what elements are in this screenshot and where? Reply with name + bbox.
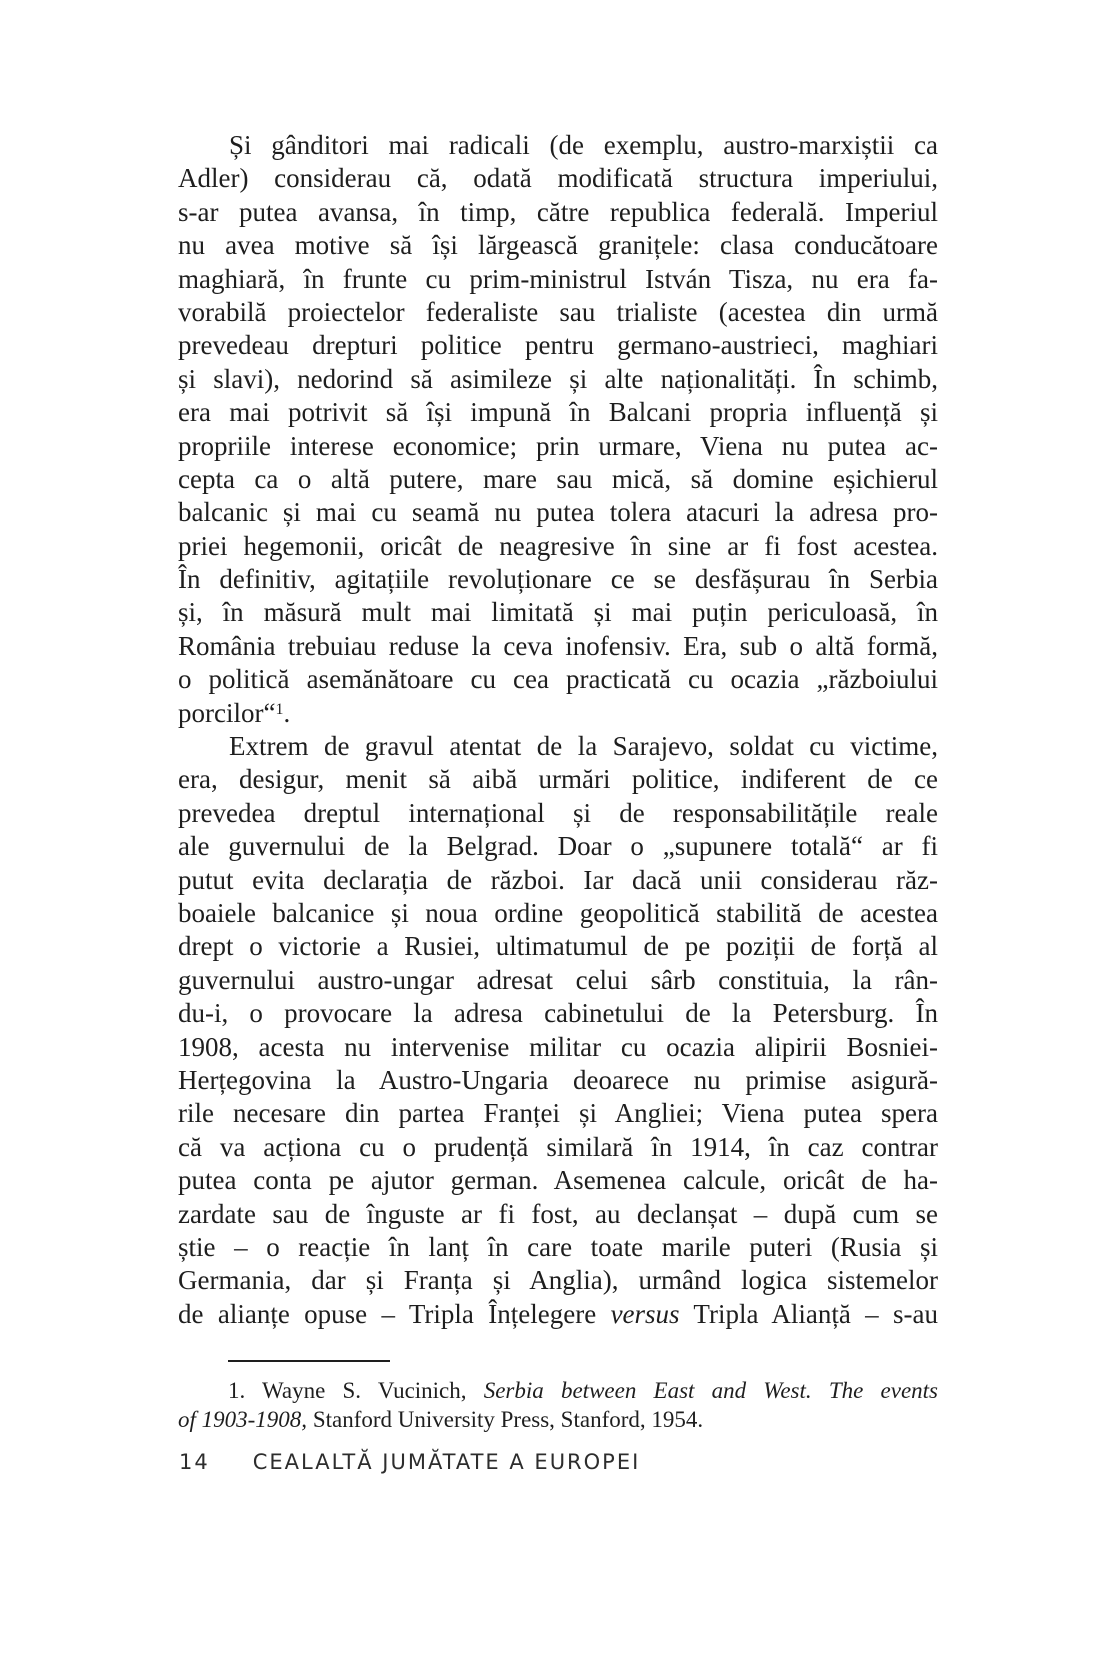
text-line: du-i, o provocare la adresa cabinetului de la Petersburg. În — [178, 998, 938, 1029]
text-line: că va acționa cu o prudență similară în 1914, în caz contrar — [178, 1131, 938, 1162]
text-line: prevedea dreptul internațional și de responsabilitățile reale — [178, 797, 938, 828]
text-line: În definitiv, agitațiile revoluționare ce se desfășurau în Serbia — [178, 564, 938, 595]
text-line: ale guvernului de la Belgrad. Doar o „supunere totală“ ar fi — [178, 831, 938, 862]
text-line: boaiele balcanice și noua ordine geopolitică stabilită de acestea — [178, 897, 938, 928]
text-line: o politică asemănătoare cu cea practicată cu ocazia „războiului — [178, 664, 938, 695]
body-text — [178, 129, 938, 1331]
text-line: priei hegemonii, oricât de neagresive în sine ar fi fost acestea. — [178, 530, 938, 561]
text-line: și slavi), nedorind să asimileze și alte naționalități. În schimb, — [178, 363, 938, 394]
text-line: 1908, acesta nu intervenise militar cu ocazia alipirii Bosniei- — [178, 1031, 938, 1062]
text-line: era mai potrivit să își impună în Balcani propria influență și — [178, 397, 938, 428]
text-line: rile necesare din partea Franței și Angliei; Viena putea spera — [178, 1098, 938, 1129]
text-line: Herțegovina la Austro-Ungaria deoarece nu primise asigură- — [178, 1064, 938, 1095]
text-line: of 1903-1908, Stanford University Press, Stanford, 1954. — [178, 1406, 704, 1432]
text-line: drept o victorie a Rusiei, ultimatumul de pe poziții de forță al — [178, 931, 938, 962]
text-line: Și gânditori mai radicali (de exemplu, austro-marxiștii ca — [229, 130, 938, 160]
text-line: era, desigur, menit să aibă urmări politice, indiferent de ce — [178, 764, 938, 795]
footnote-separator-rule — [228, 1360, 390, 1362]
text-line: cepta ca o altă putere, mare sau mică, să domine eșichierul — [178, 463, 938, 494]
text-line: vorabilă proiectelor federaliste sau trialiste (acestea din urmă — [178, 296, 938, 327]
text-line: propriile interese economice; prin urmare, Viena nu putea ac- — [178, 430, 938, 461]
text-line: de alianțe opuse – Tripla Înțelegere versus Tripla Alianță – s-au — [178, 1298, 938, 1329]
text-line: 1. Wayne S. Vucinich, Serbia between East and West. The events — [228, 1378, 938, 1404]
text-line: și, în măsură mult mai limitată și mai puțin periculoasă, în — [178, 597, 938, 628]
text-line: s-ar putea avansa, în timp, către republica federală. Imperiul — [178, 196, 938, 227]
text-line: porcilor“$^1$. — [178, 697, 291, 728]
text-line: Germania, dar și Franța și Anglia), urmând logica sistemelor — [178, 1265, 938, 1296]
text-line: nu avea motive să își lărgească granițele: clasa conducătoare — [178, 230, 938, 261]
text-block — [178, 129, 938, 1434]
running-title: CEALALTĂ JUMĂTATE A EUROPEI — [252, 1450, 641, 1474]
footnote — [178, 1377, 938, 1434]
text-line: știe – o reacție în lanț în care toate marile puteri (Rusia și — [178, 1231, 938, 1262]
text-line: guvernului austro-ungar adresat celui sârb constituia, la rân- — [178, 964, 938, 995]
page-number: 14 — [179, 1450, 210, 1474]
text-line: Extrem de gravul atentat de la Sarajevo, soldat cu victime, — [229, 731, 938, 762]
text-line: Adler) considerau că, odată modificată structura imperiului, — [178, 163, 938, 194]
text-line: putea conta pe ajutor german. Asemenea calcule, oricât de ha- — [178, 1165, 938, 1196]
text-line: maghiară, în frunte cu prim-ministrul István Tisza, nu era fa- — [178, 263, 938, 294]
text-line: putut evita declarația de război. Iar dacă unii considerau răz- — [178, 864, 938, 895]
text-line: România trebuiau reduse la ceva inofensiv. Era, sub o altă formă, — [178, 630, 938, 661]
text-line: balcanic și mai cu seamă nu putea tolera atacuri la adresa pro- — [178, 497, 938, 528]
page-footer — [179, 1450, 640, 1474]
text-line: zardate sau de înguste ar fi fost, au declanșat – după cum se — [178, 1198, 938, 1229]
text-line: prevedeau drepturi politice pentru germano-austrieci, maghiari — [178, 330, 938, 361]
